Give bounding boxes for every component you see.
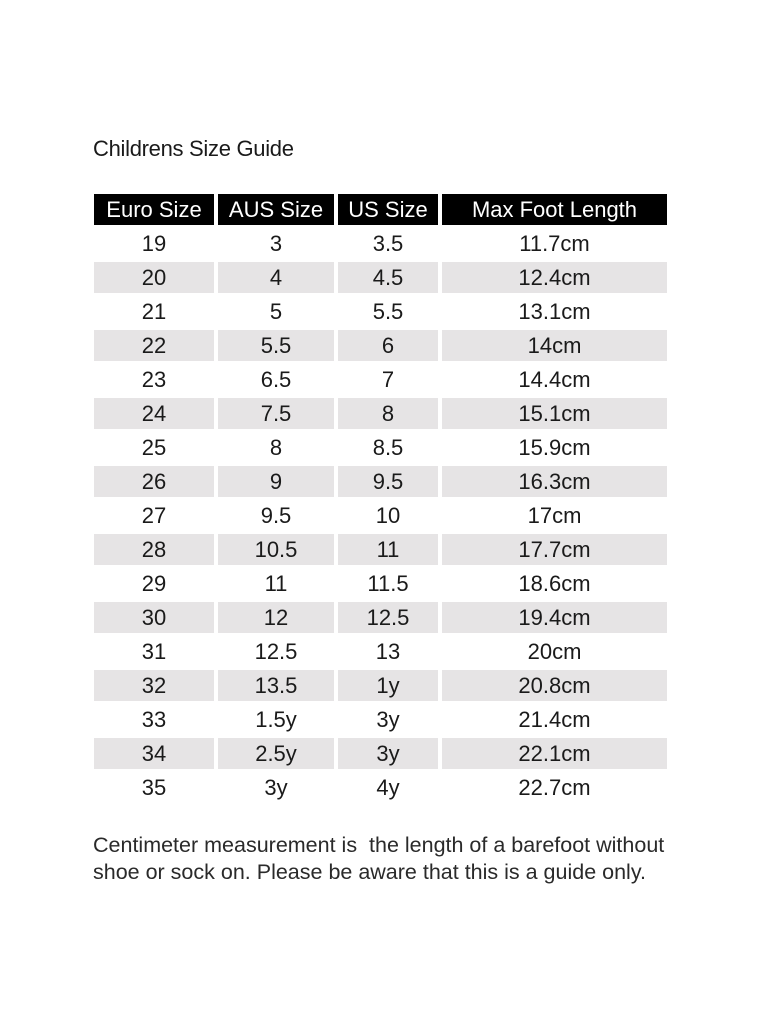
cell-max-foot-length: 20cm [527,638,582,664]
cell-euro-size: 31 [141,638,167,664]
table-row [94,738,667,769]
table-row [94,704,667,735]
table-row [94,330,667,361]
table-row [94,602,667,633]
cell-aus-size: 3y [264,774,288,800]
cell-euro-size: 19 [141,230,167,256]
cell-aus-size: 5.5 [218,330,334,361]
cell-us-size: 5.5 [372,298,404,324]
size-chart-table [90,191,671,806]
cell-euro-size: 21 [141,298,167,324]
table-row [94,670,667,701]
cell-us-size: 11.5 [367,570,409,596]
cell-aus-size: 5 [269,298,283,324]
cell-aus-size: 13.5 [218,670,334,701]
cell-max-foot-length: 15.9cm [518,434,591,460]
cell-aus-size: 2.5y [218,738,334,769]
cell-max-foot-length: 20.8cm [442,670,667,701]
cell-us-size: 4y [376,774,400,800]
cell-us-size: 8.5 [372,434,404,460]
table-row [94,296,667,327]
cell-euro-size: 27 [141,502,167,528]
cell-max-foot-length: 14cm [442,330,667,361]
cell-aus-size: 12 [218,602,334,633]
cell-euro-size: 24 [94,398,214,429]
cell-us-size: 3y [376,706,400,732]
cell-max-foot-length: 16.3cm [442,466,667,497]
cell-max-foot-length: 15.1cm [442,398,667,429]
table-row [94,228,667,259]
cell-euro-size: 34 [94,738,214,769]
cell-aus-size: 7.5 [218,398,334,429]
cell-euro-size: 35 [141,774,167,800]
table-row [94,432,667,463]
cell-aus-size: 9 [218,466,334,497]
page-title: Childrens Size Guide [93,136,294,161]
cell-euro-size: 25 [141,434,167,460]
table-header-row [94,194,667,225]
cell-euro-size: 29 [141,570,167,596]
table-row [94,398,667,429]
table-row [94,466,667,497]
table-row [94,636,667,667]
cell-aus-size: 1.5y [255,706,297,732]
cell-us-size: 9.5 [338,466,438,497]
cell-aus-size: 12.5 [254,638,298,664]
cell-us-size: 3y [338,738,438,769]
cell-us-size: 3.5 [372,230,404,256]
cell-aus-size: 3 [269,230,283,256]
cell-max-foot-length: 14.4cm [518,366,591,392]
cell-euro-size: 28 [94,534,214,565]
cell-aus-size: 10.5 [218,534,334,565]
cell-euro-size: 22 [94,330,214,361]
cell-aus-size: 9.5 [260,502,292,528]
cell-euro-size: 33 [141,706,167,732]
header-aus-size: AUS Size [218,194,334,225]
cell-us-size: 7 [381,366,395,392]
cell-us-size: 12.5 [338,602,438,633]
cell-max-foot-length: 18.6cm [518,570,591,596]
header-euro-size: Euro Size [94,194,214,225]
disclaimer-note: Centimeter measurement is the length of a barefoot without shoe or sock on. Please be aware that this is a guide only. [93,833,671,884]
header-max-foot-length: Max Foot Length [442,194,667,225]
cell-us-size: 6 [338,330,438,361]
cell-euro-size: 20 [94,262,214,293]
cell-us-size: 13 [375,638,401,664]
table-row [94,500,667,531]
header-us-size: US Size [338,194,438,225]
cell-aus-size: 8 [269,434,283,460]
cell-euro-size: 30 [94,602,214,633]
table-row [94,534,667,565]
cell-euro-size: 32 [94,670,214,701]
cell-aus-size: 6.5 [260,366,292,392]
cell-us-size: 11 [338,534,438,565]
cell-aus-size: 11 [264,570,288,596]
table-row [94,568,667,599]
cell-max-foot-length: 11.7cm [519,230,590,256]
cell-us-size: 10 [375,502,401,528]
cell-aus-size: 4 [218,262,334,293]
cell-max-foot-length: 12.4cm [442,262,667,293]
cell-max-foot-length: 13.1cm [518,298,591,324]
cell-max-foot-length: 21.4cm [518,706,591,732]
table-row [94,772,667,803]
cell-us-size: 1y [338,670,438,701]
cell-euro-size: 23 [141,366,167,392]
cell-max-foot-length: 22.1cm [442,738,667,769]
cell-max-foot-length: 19.4cm [442,602,667,633]
cell-max-foot-length: 17cm [527,502,582,528]
cell-max-foot-length: 22.7cm [518,774,591,800]
table-row [94,262,667,293]
cell-us-size: 8 [338,398,438,429]
cell-us-size: 4.5 [338,262,438,293]
cell-euro-size: 26 [94,466,214,497]
table-row [94,364,667,395]
cell-max-foot-length: 17.7cm [442,534,667,565]
